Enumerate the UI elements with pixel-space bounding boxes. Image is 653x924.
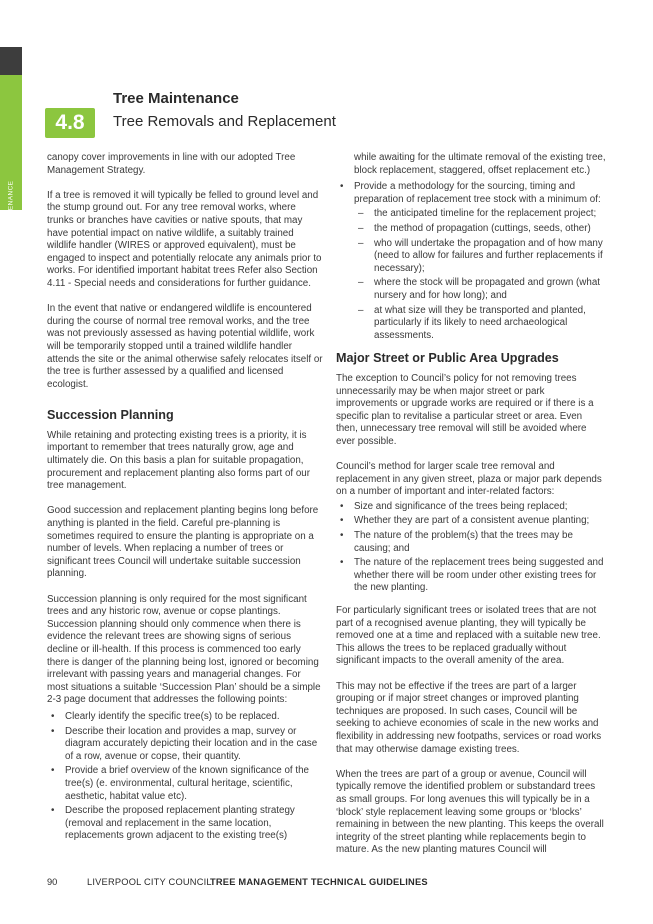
- list-item-text: Provide a methodology for the sourcing, timing and preparation of replacement tree stock with a minimum of:: [354, 181, 601, 205]
- sublist-item: – who will undertake the propagation and of how many (need to allow for failures and further replacements if necessary);: [354, 238, 606, 276]
- sidebar-top-block: [0, 47, 22, 75]
- sublist-item: – the anticipated timeline for the replacement project;: [354, 208, 606, 221]
- section-title: Tree Maintenance: [113, 90, 239, 107]
- section-subtitle: Tree Removals and Replacement: [113, 113, 336, 130]
- page-number: 90: [47, 877, 58, 887]
- paragraph: The exception to Council’s policy for not removing trees unnecessarily may be when major street or park improvements or upgrade works are required or if there is a specific plan to revitalise a particular street or area. Even then, unnecessary tree removal will still be avoided where ever possible.: [336, 372, 594, 447]
- list-item: • Describe the proposed replacement planting strategy (removal and replacement in the same location, replacements grown adjacent to the existing tree(s): [47, 805, 323, 843]
- methodology-sublist: [354, 208, 606, 342]
- list-item: • The nature of the problem(s) that the trees may be causing; and: [336, 530, 606, 555]
- heading-major-street-upgrades: Major Street or Public Area Upgrades: [336, 351, 559, 366]
- methodology-list: [336, 181, 606, 342]
- heading-succession-planning: Succession Planning: [47, 408, 174, 423]
- paragraph: Council’s method for larger scale tree removal and replacement in any given street, plaza or major park depends on a number of important and inter-related factors:: [336, 461, 602, 498]
- right-column: [336, 152, 606, 869]
- paragraph: For particularly significant trees or isolated trees that are not part of a recognised avenue planting, they will typically be removed one at a time and replaced with a suitable new tree. This allows the trees to be replaced gradually without significant impacts to the overall amenity of the area.: [336, 605, 601, 667]
- left-column: [47, 152, 323, 853]
- footer-document-title: TREE MANAGEMENT TECHNICAL GUIDELINES: [210, 877, 428, 887]
- list-item: • Provide a brief overview of the known significance of the tree(s) (e. environmental, cultural heritage, scientific, aesthetic, habitat value etc).: [47, 765, 323, 803]
- sidebar-label: TREE MAINTENANCE: [7, 180, 15, 254]
- list-item: • Whether they are part of a consistent avenue planting;: [336, 515, 606, 528]
- paragraph: Good succession and replacement planting begins long before anything is planted in the field. Careful pre-planning is sometimes required to ensure the planting is appropriate on a number of levels. When replacing a number of trees or significant trees Council will undertake suitable succession planning.: [47, 505, 319, 580]
- list-item: [336, 181, 606, 342]
- sublist-item: – the method of propagation (cuttings, seeds, other): [354, 223, 606, 236]
- paragraph: If a tree is removed it will typically be felled to ground level and the stump ground out. For any tree removal works, where trunks or branches have cavities or native spouts, that may have potential impact on native wildlife, a suitably trained wildlife handler (WIRES or approved equivalent), must be engaged to inspect and potentially relocate any animals prior to works. For identified important habitat trees Refer also Section 4.11 - Special needs and considerations for further guidance.: [47, 189, 322, 289]
- sidebar-tab: [0, 75, 22, 254]
- paragraph: In the event that native or endangered wildlife is encountered during the course of normal tree removal works, and the tree was not previously assessed as having potential wildlife, work will be temporarily stopped until a trained wildlife handler attends the site or the animal otherwise safely relocates itself or the tree is further assessed by a qualified and licensed ecologist.: [47, 303, 323, 390]
- succession-points-list: [47, 711, 323, 843]
- paragraph: Succession planning is only required for the most significant trees and any historic row, avenue or copse plantings. Succession planning should only commence when there is evidence the relevant trees are showing signs of serious decline or ill-health. If this process is commenced too early there is danger of the planning being lost, ignored or becoming irrelevant with passing years and managerial changes. For most situations a suitable ‘Succession Plan’ should be a simple 2-3 page document that addresses the following points:: [47, 593, 321, 706]
- paragraph: while awaiting for the ultimate removal of the existing tree, block replacement, staggered, offset replacement etc.): [354, 152, 606, 176]
- paragraph: canopy cover improvements in line with our adopted Tree Management Strategy.: [47, 152, 296, 176]
- list-item: • Size and significance of the trees being replaced;: [336, 501, 606, 514]
- paragraph: This may not be effective if the trees are part of a larger grouping or if major street changes or improved planting techniques are proposed. In such cases, Council will be seeking to achieve economies of scale in the new works and flexibility in addressing new footpaths, services or road works that may otherwise damage existing trees.: [336, 680, 602, 755]
- list-item: • Describe their location and provides a map, survey or diagram accurately depicting their location and in the case of a row, avenue or copse, their quantity.: [47, 726, 323, 764]
- paragraph: While retaining and protecting existing trees is a priority, it is important to remember that trees naturally grow, age and ultimately die. On this basis a plan for suitable propagation, procurement and replacement planting also forms part of our tree management.: [47, 429, 311, 492]
- section-number-badge: 4.8: [45, 108, 95, 138]
- paragraph: When the trees are part of a group or avenue, Council will typically remove the identified problem or substandard trees as small groups. For long avenues this will typically be in a ‘block’ style replacement leaving some groups or ‘blocks’ remaining in between the new planting. This keeps the overall integrity of the street planting while replacements begin to mature. As the new planting matures Council will: [336, 768, 604, 856]
- sublist-item: – at what size will they be transported and planted, particularly if its likely to need archaeological assessments.: [354, 305, 606, 343]
- sublist-item: – where the stock will be propagated and grown (what nursery and for how long); and: [354, 277, 606, 302]
- factors-list: [336, 501, 606, 595]
- footer-organisation: LIVERPOOL CITY COUNCIL: [87, 877, 212, 887]
- list-item: • Clearly identify the specific tree(s) to be replaced.: [47, 711, 323, 724]
- list-item: • The nature of the replacement trees being suggested and whether there will be room under other existing trees for the new planting.: [336, 557, 606, 595]
